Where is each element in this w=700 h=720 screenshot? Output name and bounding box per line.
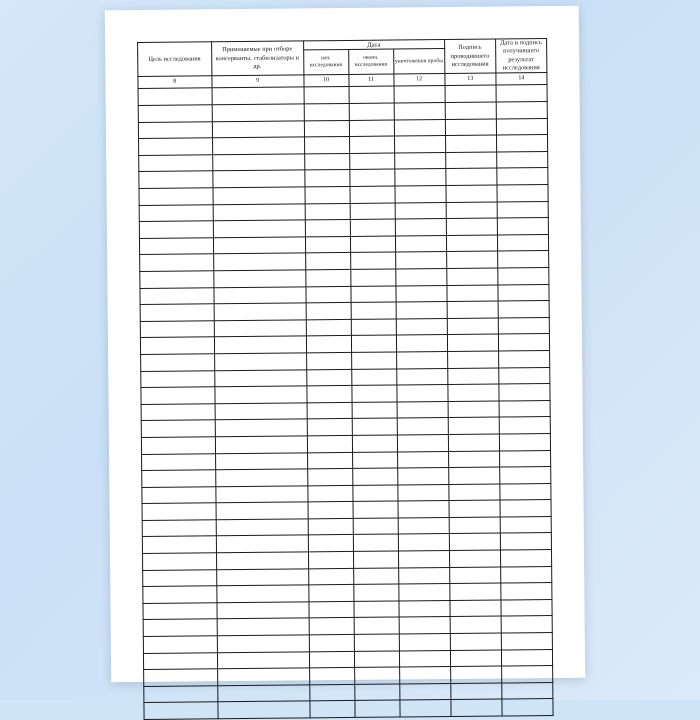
table-cell [398, 517, 449, 534]
column-number-14: 14 [496, 73, 547, 85]
table-cell [351, 302, 396, 319]
table-cell [354, 617, 399, 634]
table-cell [355, 700, 400, 717]
table-cell [215, 469, 307, 486]
table-cell [394, 169, 445, 186]
table-cell [352, 435, 397, 452]
table-cell [498, 268, 549, 285]
table-cell [215, 403, 307, 420]
column-number-8: 8 [138, 76, 212, 89]
table-cell [396, 318, 447, 335]
table-cell [352, 402, 397, 419]
table-cell [308, 535, 353, 552]
table-cell [395, 252, 446, 269]
table-cell [395, 202, 446, 219]
table-cell [499, 417, 550, 434]
table-cell [499, 450, 550, 467]
table-cell [307, 419, 352, 436]
table-cell [308, 585, 353, 602]
table-cell [498, 334, 549, 351]
table-cell [307, 469, 352, 486]
table-cell [352, 485, 397, 502]
table-cell [445, 152, 496, 169]
table-cell [502, 682, 553, 699]
table-header [138, 39, 547, 89]
table-cell [445, 135, 496, 152]
table-cell [213, 270, 305, 287]
table-cell [138, 105, 212, 122]
table-cell [448, 467, 499, 484]
table-cell [353, 518, 398, 535]
table-cell [309, 601, 354, 618]
table-cell [213, 203, 305, 220]
table-cell [308, 518, 353, 535]
table-cell [306, 303, 351, 320]
header-preservatives: Применяемые при отборе консерванты, стабилизаторы и др. [211, 41, 303, 76]
table-cell [141, 403, 215, 420]
table-cell [304, 87, 349, 104]
table-cell [307, 386, 352, 403]
table-cell [141, 370, 215, 387]
table-cell [498, 301, 549, 318]
table-cell [496, 102, 547, 119]
table-cell [213, 220, 305, 237]
table-cell [307, 485, 352, 502]
table-cell [351, 352, 396, 369]
table-cell [215, 386, 307, 403]
table-cell [139, 238, 213, 255]
table-cell [449, 500, 500, 517]
table-cell [397, 484, 448, 501]
table-cell [214, 320, 306, 337]
table-cell [139, 204, 213, 221]
table-cell [445, 102, 496, 119]
table-cell [394, 119, 445, 136]
table-cell [304, 153, 349, 170]
table-cell [216, 569, 308, 586]
table-cell [497, 185, 548, 202]
table-cell [399, 617, 450, 634]
table-cell [309, 618, 354, 635]
table-cell [306, 369, 351, 386]
table-cell [500, 483, 551, 500]
table-cell [445, 119, 496, 136]
table-cell [499, 433, 550, 450]
table-cell [144, 669, 218, 686]
table-cell [397, 434, 448, 451]
table-cell [217, 602, 309, 619]
table-cell [142, 470, 216, 487]
table-cell [216, 552, 308, 569]
table-cell [354, 684, 399, 701]
table-cell [212, 121, 304, 138]
table-cell [139, 155, 213, 172]
table-cell [447, 334, 498, 351]
table-cell [306, 336, 351, 353]
table-cell [215, 452, 307, 469]
table-cell [213, 237, 305, 254]
table-cell [449, 567, 500, 584]
table-cell [397, 418, 448, 435]
table-cell [501, 633, 552, 650]
table-cell [498, 284, 549, 301]
table-cell [394, 136, 445, 153]
table-cell [213, 187, 305, 204]
table-cell [450, 650, 501, 667]
table-cell [214, 336, 306, 353]
page-content-area [137, 38, 553, 662]
table-cell [353, 534, 398, 551]
table-cell [450, 666, 501, 683]
table-cell [397, 468, 448, 485]
table-cell [212, 137, 304, 154]
table-cell [216, 519, 308, 536]
table-cell [304, 103, 349, 120]
table-cell [500, 516, 551, 533]
table-cell [309, 651, 354, 668]
table-cell [446, 202, 497, 219]
table-cell [212, 87, 304, 104]
table-cell [143, 569, 217, 586]
table-cell [217, 635, 309, 652]
table-cell [217, 651, 309, 668]
table-cell [217, 618, 309, 635]
table-cell [499, 384, 550, 401]
table-cell [140, 271, 214, 288]
table-cell [349, 103, 394, 120]
table-cell [447, 301, 498, 318]
table-cell [214, 369, 306, 386]
table-cell [142, 520, 216, 537]
table-cell [349, 153, 394, 170]
table-cell [502, 699, 553, 716]
table-cell [501, 666, 552, 683]
table-cell [142, 536, 216, 553]
table-cell [447, 318, 498, 335]
table-cell [216, 585, 308, 602]
table-cell [349, 136, 394, 153]
table-cell [350, 186, 395, 203]
table-cell [450, 633, 501, 650]
table-cell [399, 683, 450, 700]
table-cell [450, 583, 501, 600]
table-cell [397, 451, 448, 468]
table-cell [399, 634, 450, 651]
table-cell [143, 652, 217, 669]
table-cell [143, 636, 217, 653]
table-cell [446, 251, 497, 268]
table-cell [448, 401, 499, 418]
table-cell [450, 683, 501, 700]
table-cell [449, 517, 500, 534]
table-cell [307, 402, 352, 419]
table-cell [499, 367, 550, 384]
table-cell [396, 351, 447, 368]
table-cell [349, 169, 394, 186]
table-cell [394, 103, 445, 120]
table-cell [350, 252, 395, 269]
table-cell [213, 253, 305, 270]
table-cell [139, 221, 213, 238]
table-cell [305, 203, 350, 220]
table-cell [351, 335, 396, 352]
table-cell [354, 634, 399, 651]
column-number-11: 11 [349, 74, 394, 86]
table-cell [451, 699, 502, 716]
table-cell [500, 500, 551, 517]
table-cell [395, 268, 446, 285]
table-cell [141, 420, 215, 437]
table-cell [143, 619, 217, 636]
table-cell [497, 234, 548, 251]
table-cell [447, 285, 498, 302]
table-cell [214, 286, 306, 303]
table-cell [308, 502, 353, 519]
column-number-9: 9 [212, 75, 304, 88]
table-cell [450, 600, 501, 617]
table-cell [399, 600, 450, 617]
table-cell [140, 254, 214, 271]
header-signature-performer: Подпись проводившего исследования [444, 39, 495, 74]
table-cell [499, 400, 550, 417]
table-cell [497, 151, 548, 168]
table-cell [350, 203, 395, 220]
column-number-10: 10 [304, 75, 349, 87]
table-cell [497, 218, 548, 235]
table-cell [143, 553, 217, 570]
table-cell [354, 667, 399, 684]
table-cell [212, 104, 304, 121]
table-cell [353, 584, 398, 601]
table-cell [398, 551, 449, 568]
table-cell [450, 616, 501, 633]
table-cell [446, 235, 497, 252]
table-cell [214, 303, 306, 320]
table-cell [496, 85, 547, 102]
table-cell [353, 551, 398, 568]
table-cell [353, 501, 398, 518]
table-cell [497, 251, 548, 268]
table-cell [140, 337, 214, 354]
table-cell [399, 667, 450, 684]
table-cell [218, 701, 310, 718]
table-cell [351, 319, 396, 336]
header-date-start: нач. исследования [303, 50, 348, 75]
table-cell [501, 616, 552, 633]
table-cell [351, 369, 396, 386]
table-cell [214, 353, 306, 370]
table-cell [497, 168, 548, 185]
table-cell [305, 220, 350, 237]
table-cell [448, 384, 499, 401]
table-cell [141, 354, 215, 371]
table-cell [144, 686, 218, 703]
table-cell [449, 484, 500, 501]
table-cell [448, 417, 499, 434]
table-cell [351, 286, 396, 303]
table-cell [349, 120, 394, 137]
table-cell [447, 351, 498, 368]
table-cell [304, 120, 349, 137]
table-cell [400, 700, 451, 717]
table-cell [216, 502, 308, 519]
table-cell [138, 88, 212, 105]
table-cell [305, 269, 350, 286]
table-cell [352, 452, 397, 469]
table-cell [394, 86, 445, 103]
table-cell [398, 501, 449, 518]
table-cell [352, 385, 397, 402]
table-cell [500, 467, 551, 484]
table-cell [497, 201, 548, 218]
table-cell [448, 451, 499, 468]
table-cell [496, 118, 547, 135]
table-cell [140, 287, 214, 304]
table-cell [446, 168, 497, 185]
table-cell [141, 387, 215, 404]
table-cell [501, 649, 552, 666]
table-cell [399, 650, 450, 667]
table-cell [304, 137, 349, 154]
table-cell [395, 186, 446, 203]
header-purpose: Цель исследования [138, 42, 212, 77]
table-cell [352, 418, 397, 435]
table-cell [496, 135, 547, 152]
table-cell [306, 286, 351, 303]
table-cell [445, 85, 496, 102]
table-cell [309, 684, 354, 701]
table-cell [139, 138, 213, 155]
header-date-end: оконч. исследования [348, 50, 393, 75]
table-cell [307, 435, 352, 452]
table-cell [350, 219, 395, 236]
table-cell [308, 568, 353, 585]
table-cell [139, 171, 213, 188]
table-cell [447, 368, 498, 385]
table-cell [395, 235, 446, 252]
table-cell [498, 317, 549, 334]
table-cell [215, 436, 307, 453]
table-cell [308, 551, 353, 568]
table-cell [446, 268, 497, 285]
table-cell [143, 603, 217, 620]
table-cell [352, 468, 397, 485]
table-cell [396, 335, 447, 352]
table-cell [398, 534, 449, 551]
table-cell [216, 535, 308, 552]
journal-table [137, 38, 553, 720]
table-cell [307, 452, 352, 469]
table-cell [398, 567, 449, 584]
table-cell [305, 253, 350, 270]
table-cell [142, 503, 216, 520]
table-cell [310, 701, 355, 718]
table-cell [140, 321, 214, 338]
table-cell [354, 601, 399, 618]
table-cell [305, 186, 350, 203]
table-cell [305, 236, 350, 253]
table-cell [501, 583, 552, 600]
table-cell [142, 453, 216, 470]
table-cell [353, 568, 398, 585]
table-cell [350, 236, 395, 253]
table-cell [212, 170, 304, 187]
table-cell [212, 154, 304, 171]
table-cell [215, 486, 307, 503]
table-cell [398, 584, 449, 601]
table-cell [215, 419, 307, 436]
table-cell [498, 350, 549, 367]
header-date-destroyed: уничтожения пробы [393, 49, 444, 74]
header-date-signature-receiver: Дата и подпись получившего результат исследования [495, 39, 546, 74]
table-cell [309, 634, 354, 651]
table-cell [396, 285, 447, 302]
table-body [138, 85, 553, 719]
table-cell [354, 651, 399, 668]
table-cell [306, 352, 351, 369]
table-cell [396, 302, 447, 319]
column-number-12: 12 [394, 74, 445, 86]
table-cell [397, 401, 448, 418]
table-cell [143, 586, 217, 603]
table-cell [144, 702, 218, 719]
table-cell [349, 86, 394, 103]
header-date-group: Дата [303, 40, 444, 51]
table-cell [501, 599, 552, 616]
table-cell [449, 533, 500, 550]
table-cell [395, 219, 446, 236]
table-cell [140, 304, 214, 321]
table-row [144, 699, 553, 720]
table-cell [446, 185, 497, 202]
table-cell [500, 550, 551, 567]
document-page [105, 6, 585, 683]
table-cell [217, 668, 309, 685]
table-cell [394, 152, 445, 169]
table-cell [309, 668, 354, 685]
table-cell [141, 437, 215, 454]
table-cell [396, 368, 447, 385]
column-number-13: 13 [445, 73, 496, 85]
table-cell [446, 218, 497, 235]
table-cell [138, 121, 212, 138]
table-cell [396, 385, 447, 402]
table-cell [350, 269, 395, 286]
table-cell [500, 533, 551, 550]
table-cell [500, 566, 551, 583]
table-cell [448, 434, 499, 451]
table-cell [304, 170, 349, 187]
table-cell [306, 319, 351, 336]
table-cell [142, 486, 216, 503]
table-cell [139, 188, 213, 205]
table-cell [449, 550, 500, 567]
